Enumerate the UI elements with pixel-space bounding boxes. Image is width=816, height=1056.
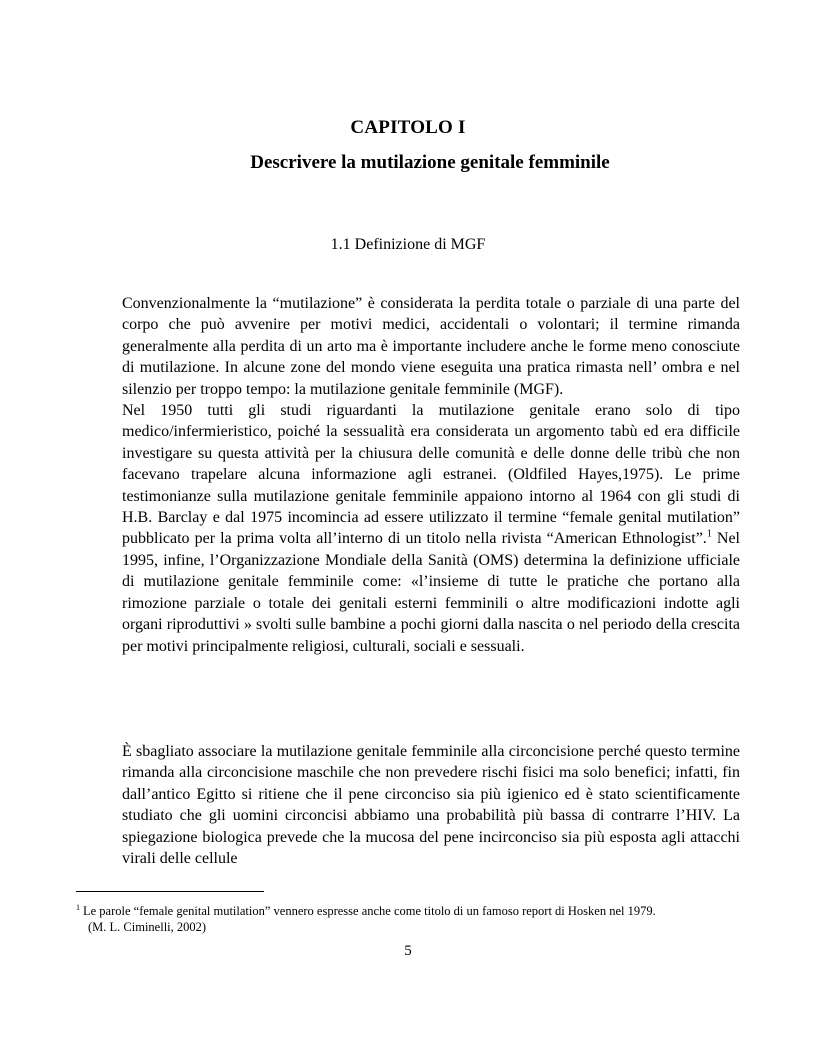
- footnote-mark: 1: [76, 902, 80, 912]
- footnote-line-1: [76, 903, 766, 919]
- paragraph-2-part-2: Nel 1995, infine, l’Organizzazione Mondiale della Sanità (OMS) determina la definizione ufficiale di mutilazione genitale femminile come: «l’insieme di tutte le pratiche che portano alla rimozione parziale o totale dei genitali esterni femminili o altre modificazioni indotte agli organi riproduttivi » svolti sulle bambine a pochi giorni dalla nascita o nel periodo della crescita per motivi principalmente religiosi, culturali, sociali e sessuali.: [122, 530, 740, 655]
- paragraph-2: [122, 400, 740, 657]
- footnote-reference[interactable]: 1: [706, 529, 712, 541]
- page-number: 5: [404, 943, 412, 959]
- body-text-block-2: [122, 741, 740, 869]
- paragraph-2-part-1: Nel 1950 tutti gli studi riguardanti la mutilazione genitale erano solo di tipo medico/infermieristico, poiché la sessualità era considerata un argomento tabù ed era difficile investigare su questa attività per la chiusura delle comunità e delle donne delle tribù che non facevano trapelare alcuna informazione agli estranei. (Oldfiled Hayes,1975). Le prime testimonianze sulla mutilazione genitale femminile appaiono intorno al 1964 con gli studi di H.B. Barclay e dal 1975 incomincia ad essere utilizzato il termine “female genital mutilation” pubblicato per la prima volta all’interno di un titolo nella rivista “American Ethnologist”.: [122, 402, 740, 548]
- body-text-block-1: [122, 293, 740, 657]
- footnote-separator: [76, 891, 264, 892]
- footnote-line-2: (M. L. Ciminelli, 2002): [88, 920, 207, 934]
- paragraph-1: Convenzionalmente la “mutilazione” è considerata la perdita totale o parziale di una parte del corpo che può avvenire per motivi medici, accidentali o volontari; il termine rimanda generalmente alla perdita di un arto ma è importante includere anche le forme meno conosciute di mutilazione. In alcune zone del mondo viene eseguita una pratica rimasta nell’ ombra e nel silenzio per troppo tempo: la mutilazione genitale femminile (MGF).: [122, 295, 740, 398]
- chapter-title: CAPITOLO I: [350, 117, 466, 138]
- chapter-subtitle: Descrivere la mutilazione genitale femminile: [250, 152, 610, 173]
- footnote: [76, 903, 766, 935]
- footnote-text: Le parole “female genital mutilation” vennero espresse anche come titolo di un famoso report di Hosken nel 1979.: [83, 904, 656, 918]
- paragraph-3: È sbagliato associare la mutilazione genitale femminile alla circoncisione perché questo termine rimanda alla circoncisione maschile che non prevedere rischi fisici ma solo benefici; infatti, fin dall’antico Egitto si ritiene che il pene circonciso sia più igienico ed è stato scientificamente studiato che gli uomini circoncisi abbiamo una probabilità più bassa di contrarre l’HIV. La spiegazione biologica prevede che la mucosa del pene incirconciso sia più esposta agli attacchi virali delle cellule: [122, 743, 740, 868]
- section-title: 1.1 Definizione di MGF: [330, 236, 486, 253]
